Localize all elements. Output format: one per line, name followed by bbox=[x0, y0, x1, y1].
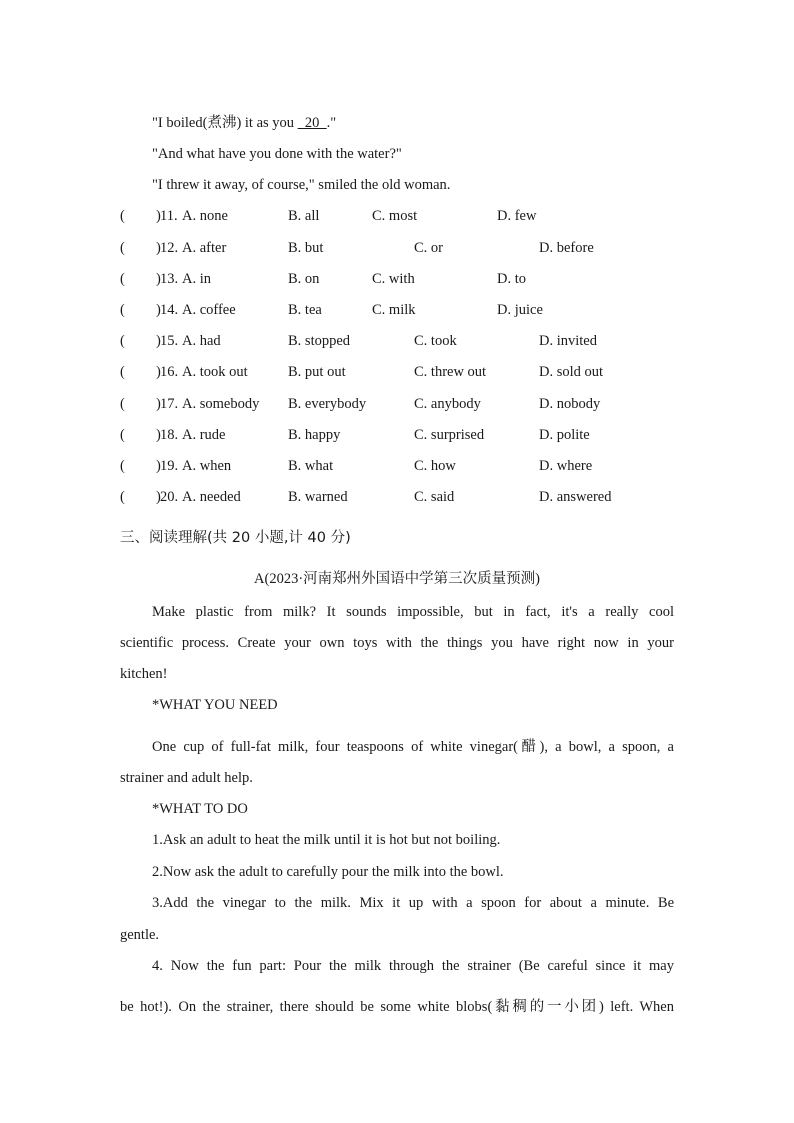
option-a: A. none bbox=[182, 208, 228, 224]
question-row bbox=[120, 427, 680, 447]
question-number: 12. bbox=[160, 240, 179, 256]
option-b: B. on bbox=[288, 271, 320, 287]
question-number: 11. bbox=[160, 208, 178, 224]
option-b: B. happy bbox=[288, 427, 341, 443]
paragraph-line: scientific process. Create your own toys with the things you have right now in your bbox=[120, 635, 674, 651]
step-4-line: 4. Now the fun part: Pour the milk through the strainer (Be careful since it may bbox=[152, 958, 674, 974]
option-c: C. how bbox=[414, 458, 456, 474]
question-row bbox=[120, 458, 680, 478]
step-1: 1.Ask an adult to heat the milk until it is hot but not boiling. bbox=[152, 832, 501, 848]
need-heading: *WHAT YOU NEED bbox=[152, 697, 278, 713]
dialogue-line-1 bbox=[152, 111, 336, 132]
option-b: B. stopped bbox=[288, 333, 351, 349]
option-c: C. surprised bbox=[414, 427, 485, 443]
option-c: C. with bbox=[372, 271, 415, 287]
answer-paren-close: ) bbox=[156, 271, 161, 287]
option-d: D. to bbox=[497, 271, 526, 287]
dialogue-text-end: ." bbox=[326, 115, 337, 131]
option-a: A. somebody bbox=[182, 396, 260, 412]
paragraph-line: Make plastic from milk? It sounds impossible, but in fact, it's a really cool bbox=[152, 604, 674, 620]
option-d: D. sold out bbox=[539, 364, 604, 380]
answer-paren-open: ( bbox=[120, 333, 125, 349]
option-a: A. took out bbox=[182, 364, 248, 380]
question-row bbox=[120, 208, 680, 228]
answer-paren-open: ( bbox=[120, 208, 125, 224]
option-d: D. polite bbox=[539, 427, 590, 443]
option-b: B. all bbox=[288, 208, 320, 224]
answer-paren-close: ) bbox=[156, 302, 161, 318]
question-row bbox=[120, 489, 680, 509]
option-c: C. said bbox=[414, 489, 455, 505]
passage-title: A(2023·河南郑州外国语中学第三次质量预测) bbox=[254, 571, 540, 587]
option-b: B. what bbox=[288, 458, 334, 474]
option-a: A. after bbox=[182, 240, 227, 256]
question-row bbox=[120, 302, 680, 322]
question-number: 16. bbox=[160, 364, 179, 380]
answer-paren-close: ) bbox=[156, 208, 161, 224]
option-c: C. most bbox=[372, 208, 418, 224]
option-b: B. but bbox=[288, 240, 324, 256]
answer-paren-close: ) bbox=[156, 396, 161, 412]
option-b: B. warned bbox=[288, 489, 348, 505]
answer-paren-open: ( bbox=[120, 489, 125, 505]
step-3-line: 3.Add the vinegar to the milk. Mix it up with a spoon for about a minute. Be bbox=[152, 895, 674, 911]
option-a: A. when bbox=[182, 458, 232, 474]
option-d: D. few bbox=[497, 208, 537, 224]
option-d: D. invited bbox=[539, 333, 597, 349]
dialogue-line-2: "And what have you done with the water?" bbox=[152, 146, 402, 162]
step-2: 2.Now ask the adult to carefully pour the milk into the bowl. bbox=[152, 864, 504, 880]
question-row bbox=[120, 396, 680, 416]
paragraph-line: strainer and adult help. bbox=[120, 770, 253, 786]
answer-paren-close: ) bbox=[156, 458, 161, 474]
option-d: D. juice bbox=[497, 302, 543, 318]
answer-paren-open: ( bbox=[120, 271, 125, 287]
answer-paren-open: ( bbox=[120, 458, 125, 474]
option-a: A. coffee bbox=[182, 302, 236, 318]
answer-paren-open: ( bbox=[120, 396, 125, 412]
question-row bbox=[120, 333, 680, 353]
answer-paren-close: ) bbox=[156, 333, 161, 349]
dialogue-line-3: "I threw it away, of course," smiled the old woman. bbox=[152, 177, 451, 193]
section-title: 三、阅读理解(共 20 小题,计 40 分) bbox=[120, 530, 351, 546]
question-row bbox=[120, 271, 680, 291]
answer-paren-close: ) bbox=[156, 364, 161, 380]
option-d: D. before bbox=[539, 240, 594, 256]
step-4-line: be hot!). On the strainer, there should be some white blobs(黏稠的一小团) left. When bbox=[120, 999, 674, 1015]
option-c: C. or bbox=[414, 240, 443, 256]
question-number: 13. bbox=[160, 271, 179, 287]
question-number: 18. bbox=[160, 427, 179, 443]
option-a: A. had bbox=[182, 333, 221, 349]
question-number: 14. bbox=[160, 302, 179, 318]
step-3-line: gentle. bbox=[120, 927, 160, 943]
option-c: C. milk bbox=[372, 302, 416, 318]
answer-paren-close: ) bbox=[156, 427, 161, 443]
answer-paren-open: ( bbox=[120, 302, 125, 318]
option-d: D. answered bbox=[539, 489, 612, 505]
option-a: A. needed bbox=[182, 489, 241, 505]
question-number: 15. bbox=[160, 333, 179, 349]
option-b: B. put out bbox=[288, 364, 346, 380]
option-b: B. tea bbox=[288, 302, 322, 318]
answer-paren-open: ( bbox=[120, 427, 125, 443]
paragraph-line: kitchen! bbox=[120, 666, 168, 682]
option-d: D. where bbox=[539, 458, 593, 474]
question-row bbox=[120, 240, 680, 260]
question-number: 20. bbox=[160, 489, 179, 505]
question-row bbox=[120, 364, 680, 384]
option-a: A. in bbox=[182, 271, 211, 287]
answer-paren-open: ( bbox=[120, 364, 125, 380]
option-c: C. took bbox=[414, 333, 457, 349]
question-number: 17. bbox=[160, 396, 179, 412]
paragraph-line: One cup of full-fat milk, four teaspoons of white vinegar(醋), a bowl, a spoon, a bbox=[152, 739, 674, 755]
option-b: B. everybody bbox=[288, 396, 367, 412]
option-a: A. rude bbox=[182, 427, 226, 443]
do-heading: *WHAT TO DO bbox=[152, 801, 248, 817]
dialogue-text: "I boiled(煮沸) it as you bbox=[152, 115, 298, 131]
option-c: C. threw out bbox=[414, 364, 487, 380]
answer-paren-close: ) bbox=[156, 240, 161, 256]
option-c: C. anybody bbox=[414, 396, 481, 412]
question-number: 19. bbox=[160, 458, 179, 474]
answer-paren-open: ( bbox=[120, 240, 125, 256]
blank-20: 20 bbox=[297, 115, 327, 131]
answer-paren-close: ) bbox=[156, 489, 161, 505]
option-d: D. nobody bbox=[539, 396, 601, 412]
